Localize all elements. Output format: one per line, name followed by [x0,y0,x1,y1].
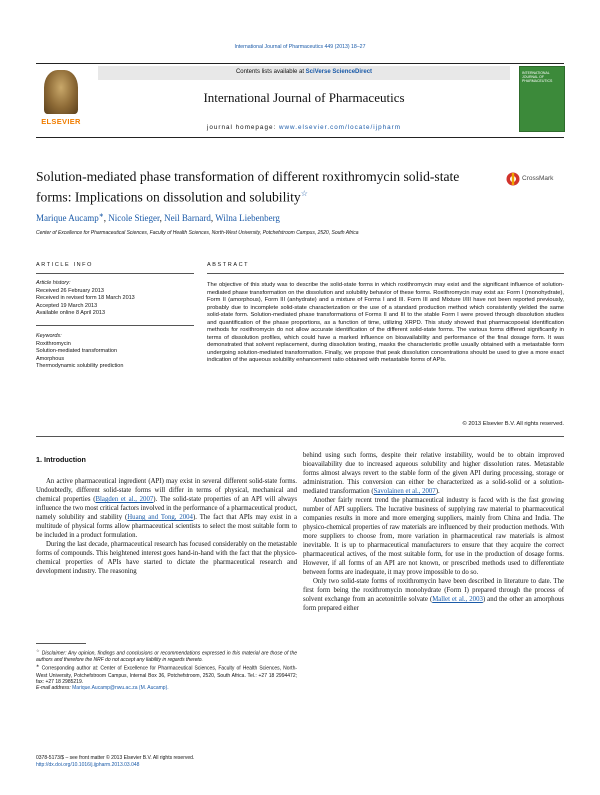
crossmark-label: CrossMark [522,175,554,182]
paragraph [303,577,564,613]
contents-prefix: Contents lists available at [235,69,306,75]
article-title [36,168,496,206]
keyword-item: Roxithromycin [36,340,71,347]
footnote-divider [36,643,86,644]
title-footnote-mark[interactable]: ☆ [300,189,308,198]
disclaimer-footnote [36,648,297,663]
history-item: Accepted 19 March 2013 [36,302,98,309]
homepage-link[interactable]: www.elsevier.com/locate/ijpharm [278,124,401,131]
divider [207,273,564,274]
footnote-text: Disclaimer: Any opinion, findings and conclusions or recommendations expressed in this material are those of the authors and therefore the NRF do not accept any liability in regards thereto. [36,650,298,664]
journal-name: International Journal of Pharmaceutics [203,90,405,105]
page-footer [36,755,297,769]
divider [36,325,194,326]
email-footnote [36,685,297,691]
reference-link[interactable]: Huang and Tong, 2004 [127,514,193,521]
keywords [36,333,194,371]
author-name[interactable]: Wilna Liebenberg [215,213,280,223]
reference-link[interactable]: Blagden et al., 2007 [95,496,154,503]
reference-link[interactable]: Mallet et al., 2003 [432,596,483,603]
keyword-item: Thermodynamic solubility prediction [36,363,124,370]
footnote-text: Corresponding author at: Center of Excellence for Pharmaceutical Sciences, Faculty of Health Sciences, North-West University, Potchefstroom Campus, Internal Box 36, Potchefstroom, 2520, South Africa. Tel.: +27 18 2994472; fax: +27 18 2985219. [36,666,298,685]
abstract-text: The objective of this study was to describe the solid-state forms in which roxithromycin may exist and the significant influence of solution-mediated phase transformation on the dissolution and solubility behavior of these forms. Roxithromycin may exist as: Form I (monohydrate), Form II (amorphous), Form III (anhydrate) and a mixture of Forms I and III. Form III and Mixture I/III have not been reported previously, probably due to incomplete solid-state characterization or the use of a standard production method which consistently yielded the same solid-state form. Solution-mediated phase transformations of Forms II and III to the stable Form I were proved through dissolution studies and quantification of the phase proportions, as a function of time, utilizing XRPD. This study showed that pharmacopoeial identification methods for roxithromycin do not allow accurate identification of the different solid-state forms. The various forms differed significantly in terms of dissolution profiles, which could have a marked influence on bioavailability and performance of the final dosage form. It was demonstrated that solvent replacement, during dissolution testing, masks the characteristic profile usually obtained with a metastable form undergoing solution-mediated transformation. Finally, we propose that peak dissolution concentrations should be used to give a more exact indication of the aqueous solubility enhancement ratio obtained with metastable forms of APIs. [207,282,564,364]
text-run: ). [435,488,440,495]
journal-homepage [98,124,510,131]
keyword-item: Amorphous [36,355,65,362]
reference-link[interactable]: Savolainen et al., 2007 [373,488,436,495]
article-info-heading: ARTICLE INFO [36,262,93,268]
corresponding-mark[interactable]: ∗ [98,213,104,219]
corresponding-footnote [36,663,297,685]
history-item: Received 26 February 2013 [36,287,104,294]
article-title-text: Solution-mediated phase transformation of different roxithromycin solid-state forms: Implications on dissolution and solubility [36,169,460,205]
paragraph: Another fairly recent trend the pharmaceutical industry is faced with is the fast growing number of API suppliers. The lucrative business of supplying raw material to pharmaceutical companies results in more and more emerging suppliers, mainly from China and India. The physico-chemical properties of raw materials are influenced by their production methods. With more suppliers to choose from, more variation in pharmaceutical raw materials is almost inevitable. It is up to pharmaceutical manufacturers to ensure that they acquire the correct pharmaceutical actives, of the most suitable form, for use in the production of dosage forms. However, if all forms of an API are not known, or prescribed methods used to differentiate between forms are inadequate, it may prove impossible to do so. [303,497,564,576]
doi-link[interactable]: http://dx.doi.org/10.1016/j.ijpharm.2013.03.048 [36,762,140,768]
journal-citation[interactable]: International Journal of Pharmaceutics 449 (2013) 18–27 [234,44,366,50]
footnotes [36,648,297,692]
history-item: Received in revised form 18 March 2013 [36,295,135,302]
elsevier-logo [36,66,86,130]
keyword-item: Solution-mediated transformation [36,348,118,355]
text-run: Only two solid-state forms of roxithromycin have been described in literature to date. The first form being the roxithromycin monohydrate (Form I) prepared through the process of solvent exchange from an acetonitrile solvate ( [303,578,564,603]
homepage-label: journal homepage: [207,124,279,131]
text-run: ). The solid-state properties of an API will always influence the two most critical factors involved in the performance of a pharmaceutical product, namely solubility and stability ( [36,496,297,521]
crossmark-badge[interactable] [506,172,560,186]
divider [36,436,564,437]
publisher-name: ELSEVIER [41,117,81,126]
paragraph [303,451,564,496]
cover-title: INTERNATIONAL JOURNAL OF PHARMACEUTICS [522,71,553,83]
right-column [303,451,564,613]
text-run: An active pharmaceutical ingredient (API) may exist in several different solid-state forms. Undoubtedly, different solid-state forms will differ in terms of physical, mechanical and chemical properties ( [36,478,297,503]
affiliation: Center of Excellence for Pharmaceutical Sciences, Faculty of Health Sciences, North-West University, Potchefstroom Campus, 2520, South Africa [36,230,359,236]
left-column [36,477,297,576]
author-list: Marique Aucamp∗, Nicole Stieger, Neil Barnard, Wilna Liebenberg [36,213,280,223]
journal-cover-icon [519,66,565,132]
paragraph [36,477,297,540]
text-run: ). The fact that APIs may exist in a multitude of physical forms allow pharmaceutical scientists to select the most suitable form to be included in a product formulation. [36,514,297,539]
text-run: ) and the other an amorphous form prepared either [303,596,565,612]
elsevier-tree-logo-icon [44,70,78,114]
author-name[interactable]: Marique Aucamp [36,213,99,223]
text-run: behind using such forms, despite their relative instability, would be to obtain improved bioavailability due to increased aqueous solubility and higher dissolution rates. Metastable forms almost always revert to the stable form of the given API during processing, storage or administration. This conversion can either be characterized as a solid-solid or a solution-mediated transformation ( [303,452,564,495]
author-name[interactable]: Neil Barnard [164,213,211,223]
sciencedirect-link[interactable]: SciVerse ScienceDirect [305,69,373,75]
abstract-heading: ABSTRACT [207,262,250,268]
issn-line: 0378-5173/$ – see front matter © 2013 Elsevier B.V. All rights reserved. [36,755,195,761]
author-name[interactable]: Nicole Stieger [108,213,160,223]
email-label: E-mail address: [36,685,71,692]
keywords-label: Keywords: [36,333,62,339]
email-link[interactable]: Marique.Aucamp@nwu.ac.za (M. Aucamp). [72,685,169,692]
footnote-mark: ☆ [36,648,41,653]
article-history [36,280,194,318]
footnote-mark: ∗ [36,663,40,669]
divider [36,273,194,274]
copyright: © 2013 Elsevier B.V. All rights reserved. [462,421,564,427]
section-heading: 1. Introduction [36,455,86,464]
contents-line [98,69,510,75]
history-label: Article history: [36,280,71,286]
history-item: Available online 8 April 2013 [36,310,106,317]
paragraph: During the last decade, pharmaceutical research has focused considerably on the metastable forms of compounds. This heightened interest goes hand-in-hand with the fact that the physico-chemical properties of APIs have started to dictate the pharmaceutical research and development industry. The reasoning [36,541,297,575]
